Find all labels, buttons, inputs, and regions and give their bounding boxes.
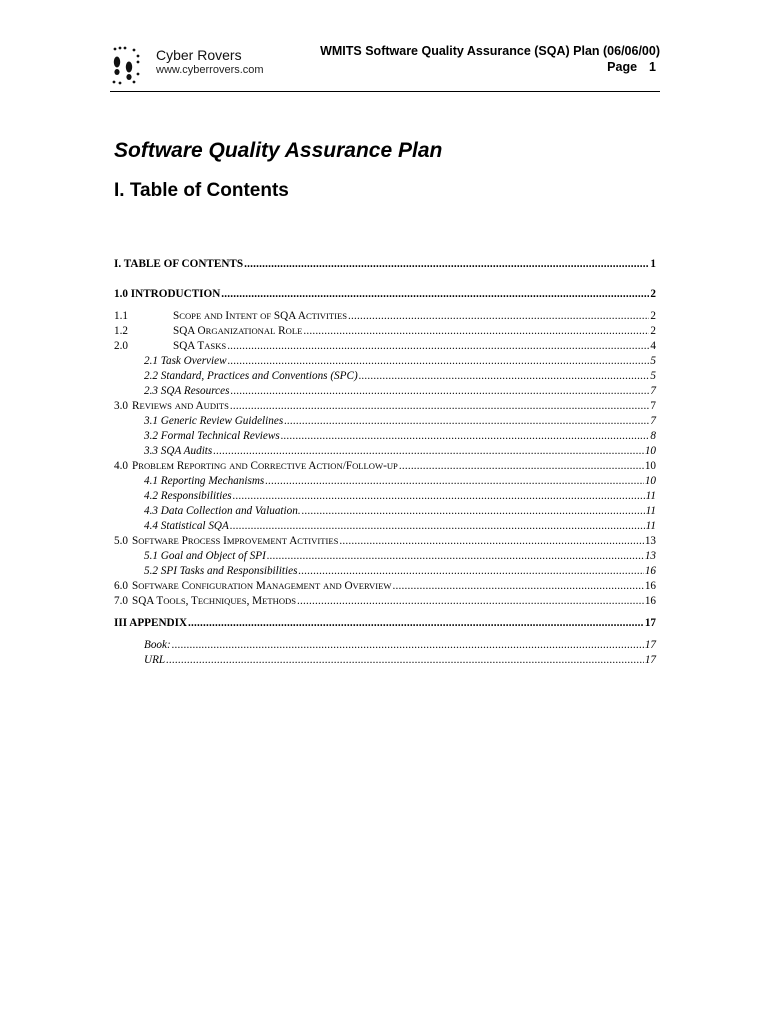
toc-entry-data-collection[interactable] bbox=[114, 504, 656, 519]
toc-entry-scope[interactable] bbox=[114, 309, 656, 324]
toc-entry-page: 11 bbox=[645, 505, 656, 517]
leader-dots bbox=[265, 474, 644, 489]
leader-dots bbox=[213, 444, 644, 459]
leader-dots bbox=[284, 414, 649, 429]
toc-entry-page: 16 bbox=[644, 565, 656, 577]
leader-dots bbox=[166, 653, 644, 668]
toc-entry-number: 1.2 bbox=[114, 325, 128, 337]
toc-entry-problem-reporting[interactable] bbox=[114, 459, 656, 474]
toc-entry-spi-activities[interactable] bbox=[114, 534, 656, 549]
toc-entry-url[interactable] bbox=[114, 653, 656, 668]
toc-entry-label: Book: bbox=[144, 639, 171, 651]
leader-dots bbox=[230, 384, 649, 399]
toc-entry-label: 3.1 Generic Review Guidelines bbox=[144, 415, 284, 427]
toc-entry-label: 2.2 Standard, Practices and Conventions (SPC) bbox=[144, 370, 358, 382]
toc-entry-label: 2.3 SQA Resources bbox=[144, 385, 230, 397]
leader-dots bbox=[267, 549, 644, 564]
leader-dots bbox=[298, 564, 643, 579]
toc-entry-page: 16 bbox=[644, 580, 656, 592]
header-page-number bbox=[595, 60, 656, 74]
toc-entry-label: 4.3 Data Collection and Valuation. bbox=[144, 505, 301, 517]
page-header bbox=[110, 40, 660, 90]
toc-entry-page: 16 bbox=[644, 595, 656, 607]
toc-entry-label: 3.2 Formal Technical Reviews bbox=[144, 430, 280, 442]
toc-entry-label: 5.2 SPI Tasks and Responsibilities bbox=[144, 565, 298, 577]
toc-entry-page: 5 bbox=[650, 370, 656, 382]
header-rule bbox=[110, 91, 660, 92]
toc-entry-page: 4 bbox=[650, 340, 656, 352]
toc-entry-page: 17 bbox=[644, 617, 656, 629]
leader-dots bbox=[281, 429, 650, 444]
toc-entry-book[interactable] bbox=[114, 638, 656, 653]
toc-entry-number: 6.0 bbox=[114, 580, 128, 592]
toc-entry-statistical-sqa[interactable] bbox=[114, 519, 656, 534]
leader-dots bbox=[302, 504, 645, 519]
table-of-contents bbox=[114, 257, 656, 668]
toc-entry-spc[interactable] bbox=[114, 369, 656, 384]
toc-entry-page: 7 bbox=[650, 400, 656, 412]
toc-entry-page: 8 bbox=[650, 430, 656, 442]
toc-entry-page: 13 bbox=[644, 550, 656, 562]
toc-entry-spi-tasks[interactable] bbox=[114, 564, 656, 579]
toc-entry-label: 5.1 Goal and Object of SPI bbox=[144, 550, 266, 562]
toc-entry-table-of-contents[interactable] bbox=[114, 257, 656, 272]
toc-entry-page: 17 bbox=[644, 639, 656, 651]
leader-dots bbox=[230, 399, 649, 414]
page-number: 1 bbox=[649, 60, 656, 74]
toc-entry-label: SOFTWARE CONFIGURATION MANAGEMENT AND OVERVIEW bbox=[131, 580, 392, 592]
toc-entry-sqa-audits[interactable] bbox=[114, 444, 656, 459]
toc-entry-label: 3.3 SQA Audits bbox=[144, 445, 213, 457]
toc-entry-page: 2 bbox=[650, 325, 656, 337]
toc-entry-number: 4.0 bbox=[114, 460, 128, 472]
leader-dots bbox=[230, 519, 645, 534]
leader-dots bbox=[348, 309, 649, 324]
leader-dots bbox=[172, 638, 644, 653]
toc-entry-task-overview[interactable] bbox=[114, 354, 656, 369]
leader-dots bbox=[359, 369, 650, 384]
toc-entry-label: SOFTWARE PROCESS IMPROVEMENT ACTIVITIES bbox=[131, 535, 339, 547]
leader-dots bbox=[221, 287, 649, 302]
toc-entry-label: 4.2 Responsibilities bbox=[144, 490, 232, 502]
toc-entry-label: 1.0 INTRODUCTION bbox=[114, 288, 221, 300]
document-title: Software Quality Assurance Plan bbox=[114, 139, 443, 162]
leader-dots bbox=[244, 257, 649, 272]
toc-entry-page: 17 bbox=[644, 654, 656, 666]
toc-entry-number: 2.0 bbox=[114, 340, 128, 352]
logo-website: www.cyberrovers.com bbox=[156, 64, 264, 76]
leader-dots bbox=[188, 616, 644, 631]
toc-entry-page: 2 bbox=[650, 288, 656, 300]
toc-entry-page: 7 bbox=[650, 415, 656, 427]
footprints-icon bbox=[110, 42, 154, 86]
toc-entry-label: SQA TOOLS, TECHNIQUES, METHODS bbox=[131, 595, 297, 607]
toc-entry-introduction[interactable] bbox=[114, 287, 656, 302]
toc-entry-label: SCOPE AND INTENT OF SQA ACTIVITIES bbox=[173, 310, 348, 322]
toc-entry-label: 2.1 Task Overview bbox=[144, 355, 227, 367]
toc-entry-label: III APPENDIX bbox=[114, 617, 188, 629]
toc-entry-page: 10 bbox=[644, 475, 656, 487]
toc-entry-label: I. TABLE OF CONTENTS bbox=[114, 258, 244, 270]
toc-entry-org-role[interactable] bbox=[114, 324, 656, 339]
toc-entry-page: 5 bbox=[650, 355, 656, 367]
leader-dots bbox=[399, 459, 644, 474]
leader-dots bbox=[228, 354, 650, 369]
toc-entry-page: 11 bbox=[645, 490, 656, 502]
toc-entry-page: 2 bbox=[650, 310, 656, 322]
toc-entry-number: 7.0 bbox=[114, 595, 128, 607]
toc-entry-formal-reviews[interactable] bbox=[114, 429, 656, 444]
toc-entry-spi-goal[interactable] bbox=[114, 549, 656, 564]
toc-entry-reviews-audits[interactable] bbox=[114, 399, 656, 414]
toc-entry-page: 11 bbox=[645, 520, 656, 532]
toc-entry-page: 10 bbox=[644, 460, 656, 472]
toc-entry-page: 7 bbox=[650, 385, 656, 397]
toc-entry-label: PROBLEM REPORTING AND CORRECTIVE ACTION/FOLLOW-UP bbox=[131, 460, 398, 472]
toc-entry-label: 4.4 Statistical SQA bbox=[144, 520, 229, 532]
toc-entry-sqa-tasks[interactable] bbox=[114, 339, 656, 354]
toc-entry-page: 10 bbox=[644, 445, 656, 457]
toc-entry-reporting-mechanisms[interactable] bbox=[114, 474, 656, 489]
leader-dots bbox=[227, 339, 649, 354]
section-heading: I. Table of Contents bbox=[114, 180, 289, 201]
toc-entry-sqa-tools[interactable] bbox=[114, 594, 656, 609]
toc-entry-label: URL bbox=[144, 654, 166, 666]
leader-dots bbox=[303, 324, 649, 339]
leader-dots bbox=[297, 594, 644, 609]
page-label: Page bbox=[607, 60, 638, 74]
toc-entry-label: SQA TASKS bbox=[173, 340, 227, 352]
toc-entry-page: 13 bbox=[644, 535, 656, 547]
toc-entry-appendix[interactable] bbox=[114, 616, 656, 631]
toc-entry-number: 1.1 bbox=[114, 310, 128, 322]
toc-entry-number: 3.0 bbox=[114, 400, 128, 412]
header-document-title: WMITS Software Quality Assurance (SQA) Plan (06/06/00) bbox=[320, 44, 660, 58]
toc-entry-responsibilities[interactable] bbox=[114, 489, 656, 504]
toc-entry-generic-review[interactable] bbox=[114, 414, 656, 429]
toc-entry-label: REVIEWS AND AUDITS bbox=[131, 400, 229, 412]
toc-entry-label: SQA ORGANIZATIONAL ROLE bbox=[173, 325, 303, 337]
leader-dots bbox=[233, 489, 645, 504]
toc-entry-sqa-resources[interactable] bbox=[114, 384, 656, 399]
toc-entry-page: 1 bbox=[650, 258, 656, 270]
leader-dots bbox=[339, 534, 643, 549]
toc-entry-number: 5.0 bbox=[114, 535, 128, 547]
leader-dots bbox=[392, 579, 643, 594]
toc-entry-config-management[interactable] bbox=[114, 579, 656, 594]
cyber-rovers-logo bbox=[110, 42, 275, 86]
toc-entry-label: 4.1 Reporting Mechanisms bbox=[144, 475, 265, 487]
logo-company-name: Cyber Rovers bbox=[156, 47, 242, 63]
